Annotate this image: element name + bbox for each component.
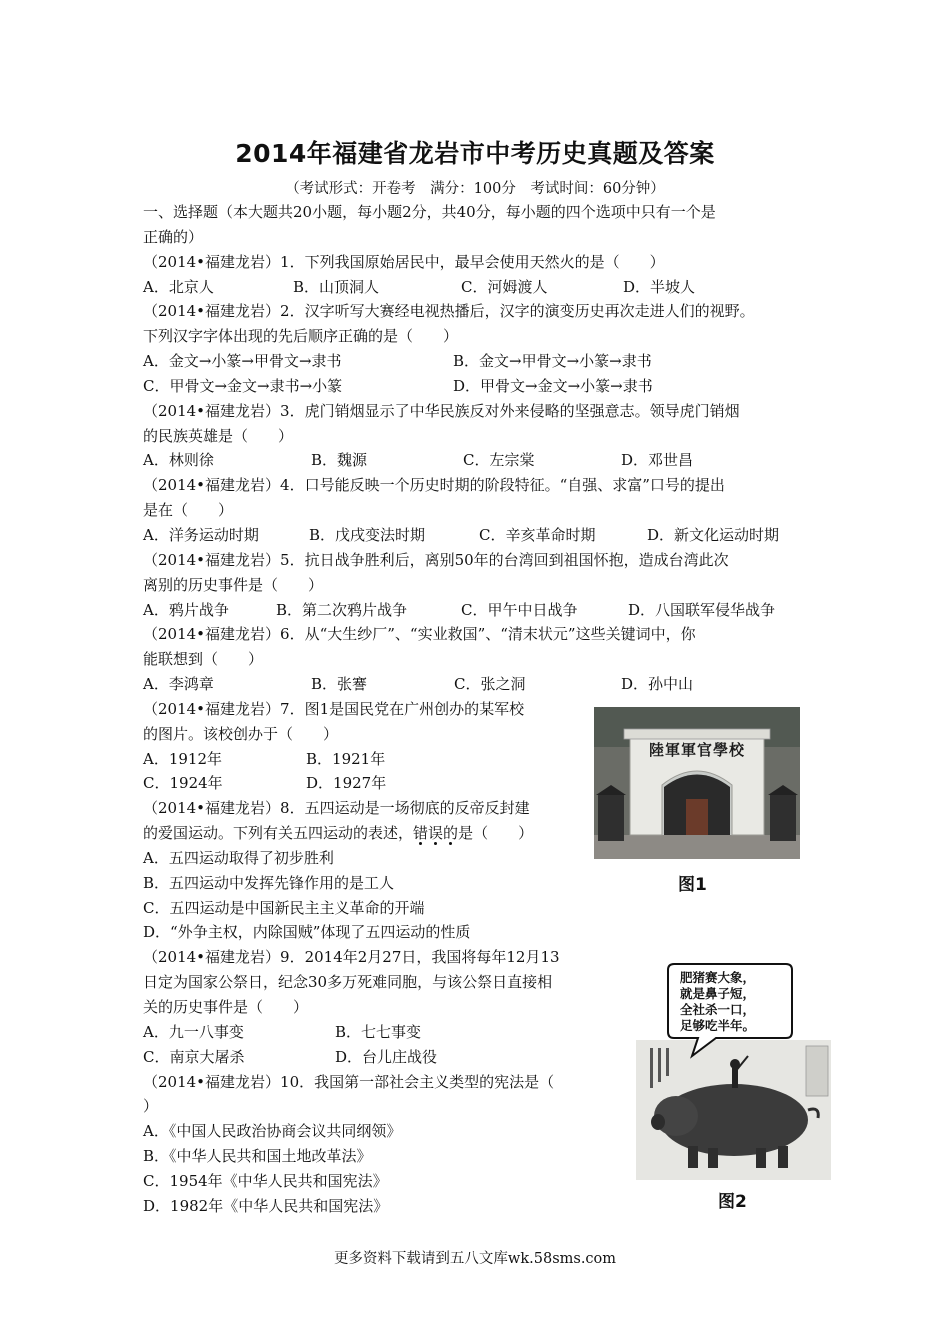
bubble-line: 足够吃半年。 [680, 1018, 756, 1033]
text-line: （2014•福建龙岩）8．五四运动是一场彻底的反帝反封建 [143, 799, 530, 818]
text-segment: 是（ ） [458, 824, 534, 843]
text-line: C．五四运动是中国新民主主义革命的开端 [143, 898, 425, 917]
text-line: 离别的历史事件是（ ） [143, 575, 324, 594]
answer-option: C．甲午中日战争 [461, 600, 578, 619]
text-line: 能联想到（ ） [143, 650, 264, 669]
answer-option: D．台儿庄战役 [335, 1047, 438, 1066]
figure1-caption: 图1 [678, 875, 707, 895]
answer-option: A．九一八事变 [143, 1022, 244, 1041]
text-line: 日定为国家公祭日，纪念30多万死难同胞，与该公祭日直接相 [143, 973, 553, 992]
text-line: 是在（ ） [143, 501, 234, 520]
exam-info: （考试形式：开卷考 满分：100分 考试时间：60分钟） [285, 181, 665, 197]
answer-option: B．1921年 [306, 749, 386, 768]
text-line: 关的历史事件是（ ） [143, 998, 309, 1016]
answer-option: C．河姆渡人 [461, 277, 548, 296]
answer-option: C．1924年 [143, 774, 223, 793]
text-line: 一、选择题（本大题共20小题，每小题2分，共40分，每小题的四个选项中只有一个是 [143, 203, 716, 221]
answer-option: A．李鸿章 [143, 675, 214, 694]
text-line: B．五四运动中发挥先锋作用的是工人 [143, 873, 395, 892]
figure1-gate-photo [594, 707, 800, 859]
answer-option: B．张謇 [311, 675, 368, 694]
emphasis-char: 的 [443, 824, 459, 843]
text-line: 正确的） [143, 227, 204, 246]
answer-option: D．甲骨文→金文→小篆→隶书 [453, 376, 653, 395]
answer-option: C．左宗棠 [463, 451, 535, 470]
answer-option: C．南京大屠杀 [143, 1047, 245, 1066]
answer-options [143, 523, 823, 548]
text-line: D．1982年《中华人民共和国宪法》 [143, 1196, 389, 1215]
text-line: （2014•福建龙岩）2．汉字听写大赛经电视热播后，汉字的演变历史再次走进人们的视野。 [143, 302, 755, 321]
text-line: （2014•福建龙岩）3．虎门销烟显示了中华民族反对外来侵略的坚强意志。领导虎门销烟 [143, 401, 740, 420]
text-line: B．《中华人民共和国土地改革法》 [143, 1147, 372, 1166]
answer-options [143, 448, 823, 473]
answer-option: B．第二次鸦片战争 [276, 600, 408, 619]
answer-option: D．1927年 [306, 774, 387, 793]
text-line: 的图片。该校创办于（ ） [143, 724, 339, 743]
bubble-line: 肥猪赛大象， [680, 970, 756, 985]
text-line: D．“外争主权，内除国贼”体现了五四运动的性质 [143, 923, 471, 942]
answer-option: C．辛亥革命时期 [479, 525, 596, 544]
answer-option: A．金文→小篆→甲骨文→隶书 [143, 352, 342, 371]
answer-options [143, 349, 823, 374]
text-line: 的民族英雄是（ ） [143, 426, 294, 445]
bubble-line: 全社杀一口， [680, 1002, 756, 1017]
answer-option: B．戊戌变法时期 [309, 525, 426, 544]
footer-note: 更多资料下载请到五八文库wk.58sms.com [333, 1251, 617, 1267]
answer-option: D．半坡人 [623, 277, 696, 296]
answer-option: D．八国联军侵华战争 [628, 600, 776, 619]
text-line: （2014•福建龙岩）9．2014年2月27日，我国将每年12月13 [143, 948, 560, 967]
text-line: （2014•福建龙岩）10．我国第一部社会主义类型的宪法是（ [143, 1072, 555, 1091]
text-line: （2014•福建龙岩）1．下列我国原始居民中，最早会使用天然火的是（ ） [143, 252, 665, 271]
answer-options [143, 598, 823, 623]
answer-option: A．洋务运动时期 [143, 525, 259, 544]
answer-option: C．甲骨文→金文→隶书→小篆 [143, 376, 343, 395]
answer-option: B．金文→甲骨文→小篆→隶书 [453, 352, 652, 371]
text-line: （2014•福建龙岩）5．抗日战争胜利后，离别50年的台湾回到祖国怀抱，造成台湾此次 [143, 550, 729, 569]
gate-inscription: 陸軍軍官學校 [648, 741, 746, 759]
speech-bubble-text [680, 970, 755, 1033]
page-title: 2014年福建省龙岩市中考历史真题及答案 [235, 139, 715, 168]
answer-option: B．魏源 [311, 451, 368, 470]
bubble-line: 就是鼻子短， [680, 986, 756, 1001]
answer-option: A．北京人 [143, 277, 214, 296]
answer-option: B．山顶洞人 [293, 277, 380, 296]
answer-option: D．新文化运动时期 [647, 525, 780, 544]
emphasis-char: 错 [413, 824, 429, 843]
text-line: （2014•福建龙岩）7．图1是国民党在广州创办的某军校 [143, 699, 525, 718]
answer-option: D．孙中山 [621, 675, 694, 694]
figure2-caption: 图2 [718, 1192, 747, 1212]
text-line: 下列汉字字体出现的先后顺序正确的是（ ） [143, 327, 459, 346]
answer-option: C．张之洞 [454, 675, 526, 694]
answer-option: B．七七事变 [335, 1022, 422, 1041]
figure2-cartoon [636, 960, 831, 1180]
answer-options [143, 275, 823, 300]
text-line: A．五四运动取得了初步胜利 [143, 848, 334, 867]
text-line: （2014•福建龙岩）6．从“大生纱厂”、“实业救国”、“清末状元”这些关键词中，你 [143, 625, 696, 644]
answer-options [143, 374, 823, 399]
text-line: ） [143, 1097, 159, 1116]
emphasis-char: 误 [428, 824, 444, 843]
answer-option: D．邓世昌 [621, 451, 694, 470]
answer-option: A．林则徐 [143, 451, 214, 470]
text-line: C．1954年《中华人民共和国宪法》 [143, 1171, 388, 1190]
text-segment: 的爱国运动。下列有关五四运动的表述， [143, 824, 414, 843]
text-line: （2014•福建龙岩）4．口号能反映一个历史时期的阶段特征。“自强、求富”口号的提出 [143, 476, 725, 495]
text-line: A．《中国人民政治协商会议共同纲领》 [143, 1122, 402, 1141]
answer-option: A．1912年 [143, 749, 223, 768]
answer-options [143, 672, 823, 697]
answer-option: A．鸦片战争 [143, 600, 229, 619]
